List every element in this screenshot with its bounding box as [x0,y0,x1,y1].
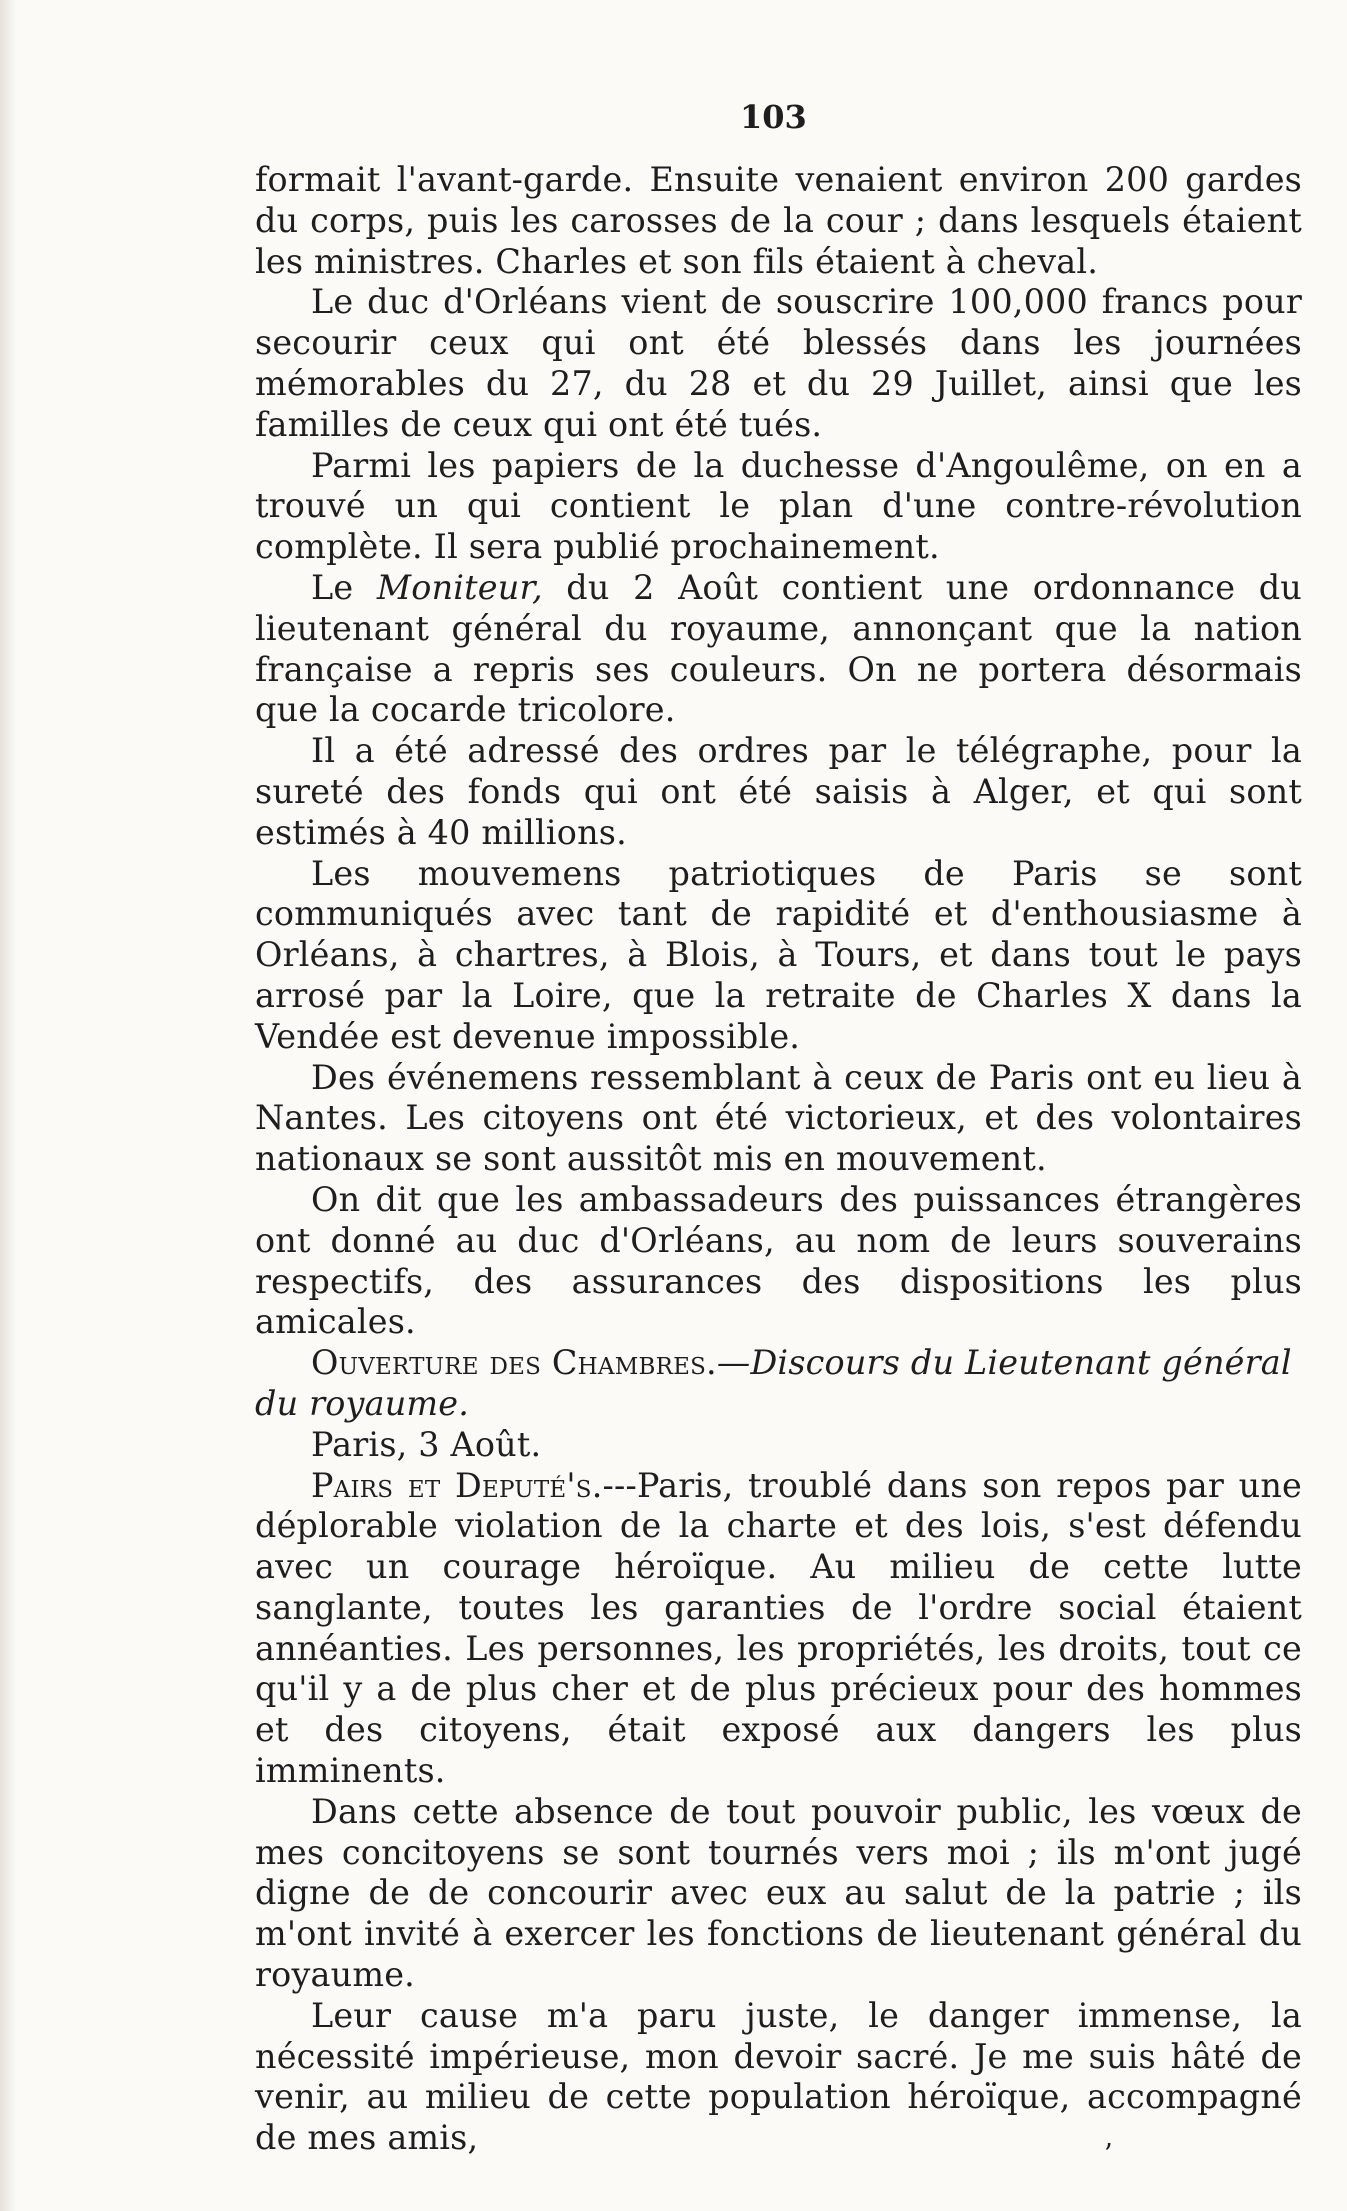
paragraph-angouleme: Parmi les papiers de la duchesse d'Angoulême, on en a trouvé un qui contient le plan d'une contre-révolution complète. Il sera publié prochainement. [255,445,1302,567]
paragraph-address [255,1466,1302,1792]
address-caps: Pairs et Deputé's. [311,1465,603,1505]
paragraph-mouvemens: Les mouvemens patriotiques de Paris se sont communiqués avec tant de rapidité et d'enthousiasme à Orléans, à chartres, à Blois, à Tours, et dans tout le pays arrosé par la Loire, que la retraite de Charles X dans la Vendée est devenue impossible. [255,853,1302,1056]
heading-caps: Ouverture des Chambres. [311,1343,717,1383]
paragraph-duc-orleans: Le duc d'Orléans vient de souscrire 100,000 francs pour secourir ceux qui ont été blessés dans les journées mémorables du 27, du 28 et du 29 Juillet, ainsi que les familles de ceux qui ont été tués. [255,282,1302,444]
heading-italic: —Discours du Lieutenant général du royaume. [255,1343,1292,1423]
paragraph-absence: Dans cette absence de tout pouvoir public, les vœux de mes concitoyens se sont tournés vers moi ; ils m'ont jugé digne de de concourir avec eux au salut de la patrie ; ils m'ont invité à exercer les fonctions de lieutenant général du royaume. [255,1791,1302,1995]
dateline: Paris, 3 Août. [311,1424,542,1464]
page-number: 103 [740,98,807,136]
stray-mark: ʼ [1103,2138,1112,2171]
body-text [255,160,1302,2159]
paragraph-nantes: Des événemens ressemblant à ceux de Paris ont eu lieu à Nantes. Les citoyens ont été victorieux, et des volontaires nationaux se sont aussitôt mis en mouvement. [255,1057,1302,1179]
paragraph-ambassadeurs: On dit que les ambassadeurs des puissances étrangères ont donné au duc d'Orléans, au nom de leurs souverains respectifs, des assurances des dispositions les plus amicales. [255,1179,1302,1342]
paragraph-moniteur [255,568,1302,731]
binding-edge [0,0,16,2211]
moniteur-title: Moniteur, [376,567,543,607]
paragraph-alger: Il a été adressé des ordres par le télégraphe, pour la sureté des fonds qui ont été saisis à Alger, et qui sont estimés à 40 millions. [255,731,1302,852]
paragraph-cause: Leur cause m'a paru juste, le danger immense, la nécessité impérieuse, mon devoir sacré. Je me suis hâté de venir, au milieu de cette population héroïque, accompagné de mes amis, [255,1995,1302,2158]
moniteur-prefix: Le [311,567,377,607]
section-heading [255,1343,1302,1425]
paragraph-avant-garde: formait l'avant-garde. Ensuite venaient environ 200 gardes du corps, puis les carosses de la cour ; dans lesquels étaient les ministres. Charles et son fils étaient à cheval. [255,160,1302,281]
moniteur-rest: du 2 Août contient une ordonnance du lieutenant général du royaume, annonçant que la nation française a repris ses couleurs. On ne portera désormais que la cocarde tricolore. [255,567,1302,730]
address-rest: ---Paris, troublé dans son repos par une déplorable violation de la charte et des lois, s'est défendu avec un courage héroïque. Au milieu de cette lutte sanglante, toutes les garanties de l'ordre social étaient annéanties. Les personnes, les propriétés, les droits, tout ce qu'il y a de plus cher et de plus précieux pour des hommes et des citoyens, était exposé aux dangers les plus imminents. [255,1465,1302,1791]
